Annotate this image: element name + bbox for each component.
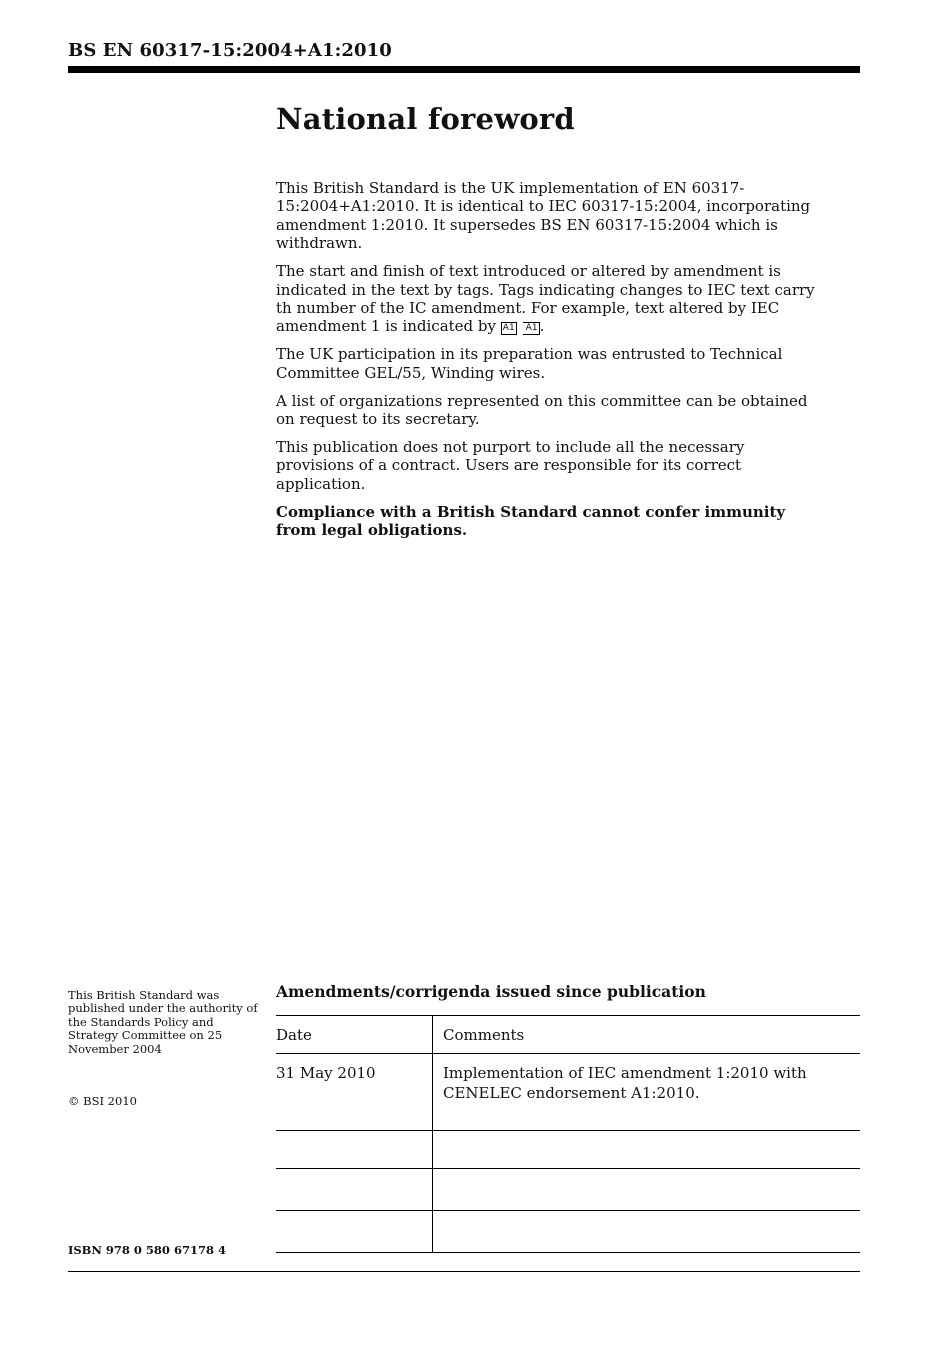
footer-rule xyxy=(68,1271,860,1272)
table-header-row xyxy=(276,1016,860,1054)
tags-text: The start and finish of text introduced or altered by amendment is indicated in the text by tags. Tags indicating changes to IEC text carry th number of the IC amendment. For example, text altered by IEC amendment 1 is indicated by xyxy=(276,262,815,336)
amendments-title: Amendments/corrigenda issued since publication xyxy=(276,982,706,1001)
paragraph-tags xyxy=(276,262,816,336)
foreword-body xyxy=(276,179,816,549)
publication-note: This British Standard was published under the authority of the Standards Policy and Strategy Committee on 25 November 2004 xyxy=(68,988,258,1056)
paragraph-organizations: A list of organizations represented on this committee can be obtained on request to its secretary. xyxy=(276,391,808,428)
header-comments: Comments xyxy=(433,1016,861,1054)
compliance-statement: Compliance with a British Standard cannot confer immunity from legal obligations. xyxy=(276,502,786,539)
row-comments xyxy=(433,1131,861,1169)
header-rule-thick xyxy=(68,67,860,73)
table-row xyxy=(276,1211,860,1253)
table-row xyxy=(276,1131,860,1169)
row-date xyxy=(276,1169,433,1211)
row-date xyxy=(276,1131,433,1169)
row-comments: Implementation of IEC amendment 1:2010 with CENELEC endorsement A1:2010. xyxy=(433,1054,861,1131)
table-row xyxy=(276,1054,860,1131)
paragraph-implementation: This British Standard is the UK implementation of EN 60317-15:2004+A1:2010. It is identical to IEC 60317-15:2004, incorporating amendment 1:2010. It supersedes BS EN 60317-15:2004 which is withdrawn. xyxy=(276,179,811,253)
document-code: BS EN 60317-15:2004+A1:2010 xyxy=(68,40,392,61)
table-row xyxy=(276,1169,860,1211)
amendments-table xyxy=(276,1015,860,1253)
amendment-open-tag-icon: A1 xyxy=(502,323,515,334)
paragraph-provisions: This publication does not purport to include all the necessary provisions of a contract. Users are responsible for its correct application. xyxy=(276,437,745,493)
row-comments xyxy=(433,1169,861,1211)
isbn: ISBN 978 0 580 67178 4 xyxy=(68,1243,226,1257)
row-comments xyxy=(433,1211,861,1253)
paragraph-committee: The UK participation in its preparation was entrusted to Technical Committee GEL/55, Winding wires. xyxy=(276,345,783,382)
amendment-close-tag-icon: A1 xyxy=(523,322,540,335)
row-date: 31 May 2010 xyxy=(276,1054,433,1131)
tags-end: . xyxy=(539,317,545,336)
copyright: © BSI 2010 xyxy=(68,1094,137,1108)
page-title: National foreword xyxy=(276,102,575,136)
row-date xyxy=(276,1211,433,1253)
header-date: Date xyxy=(276,1016,433,1054)
